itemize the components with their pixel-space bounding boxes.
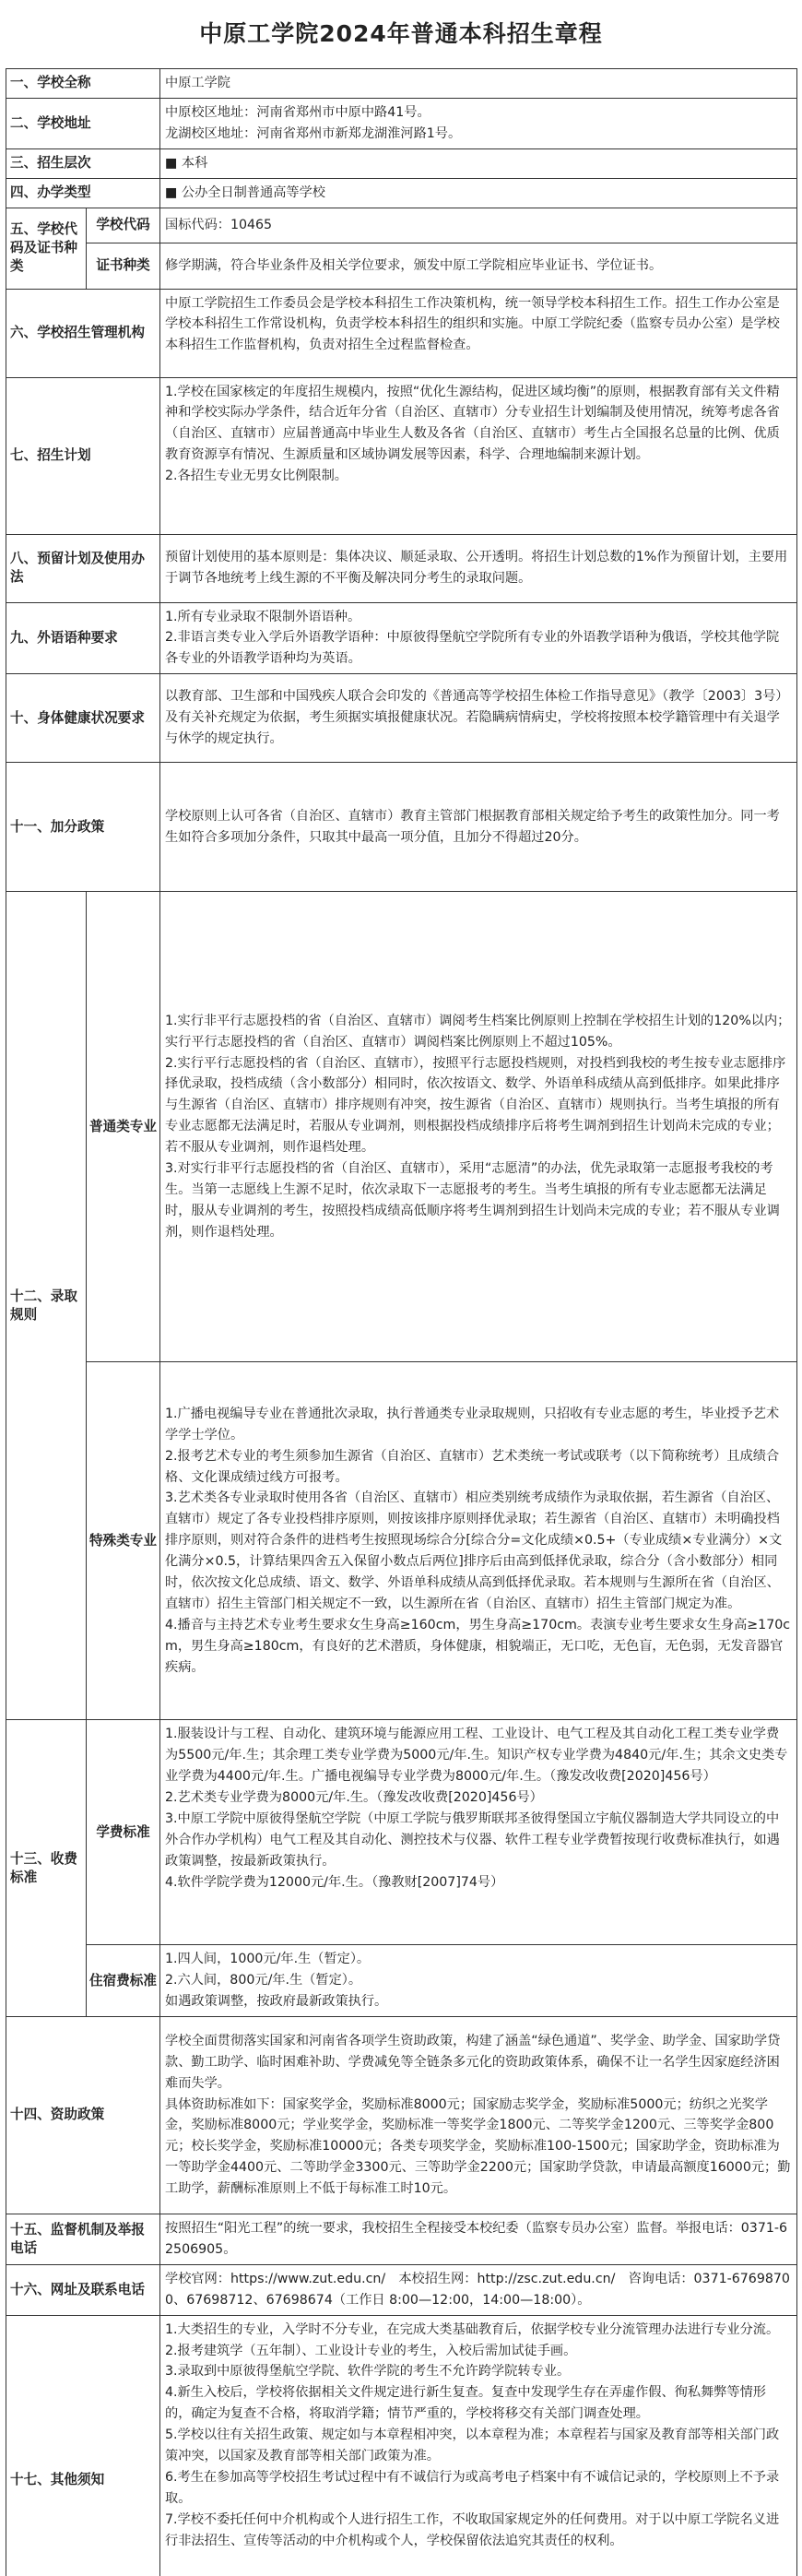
row-notes: [6, 2315, 797, 2576]
admissions-table: [6, 68, 797, 2576]
special-rule-line: 4.播音与主持艺术专业考生要求女生身高≥160cm，男生身高≥170cm。表演专业考生要求女生身高≥170cm，男生身高≥180cm，有良好的艺术潜质，身体健康，相貌端正，无口吃，无色盲，无色弱，无发音器官疾病。: [165, 1617, 791, 1675]
value-admission-general: [160, 892, 797, 1362]
page-title: 中原工学院2024年普通本科招生章程: [199, 20, 603, 47]
row-tuition: [6, 1720, 797, 1945]
note-line: 6.考生在参加高等学校招生考试过程中有不诚信行为或高考电子档案中有不诚信记录的，学校原则上不予录取。: [165, 2469, 780, 2506]
special-rule-line: 1.广播电视编导专业在普通批次录取，执行普通类专业录取规则，只招收有专业志愿的考生，毕业授予艺术学学士学位。: [165, 1406, 780, 1442]
general-rule-line: 1.实行非平行志愿投档的省（自治区、直辖市）调阅考生档案比例原则上控制在学校招生计划的120%以内；实行平行志愿投档的省（自治区、直辖市）调阅档案比例原则上不超过105%。: [165, 1013, 791, 1050]
value-address: [160, 98, 797, 148]
value-code: 国标代码：10465: [160, 208, 797, 243]
label-level: 三、招生层次: [6, 148, 160, 178]
tuition-line: 1.服装设计与工程、自动化、建筑环境与能源应用工程、工业设计、电气工程及其自动化工程工类专业学费为5500元/年.生；其余理工类专业学费为5000元/年.生。知识产权专业学费为4840元/年.生；其余文史类专业学费为4400元/年.生。广播电视编导专业学费为8000元/年.生。（豫发改收费[2020]456号）: [165, 1727, 788, 1785]
value-tuition: [160, 1720, 797, 1945]
general-rule-line: 3.对实行非平行志愿投档的省（自治区、直辖市），采用“志愿清”的办法，优先录取第一志愿报考我校的考生。当第一志愿线上生源不足时，依次录取下一志愿报考的考生。当考生填报的所有专业志愿都无法满足时，服从专业调剂的考生，按照投档成绩高低顺序将考生调剂到招生计划尚未完成的专业；若不服从专业调剂，则作退档处理。: [165, 1161, 780, 1240]
tuition-line: 4.软件学院学费为12000元/年.生。（豫教财[2007]74号）: [165, 1874, 504, 1890]
row-address: [6, 98, 797, 148]
row-certificate: [6, 243, 797, 289]
value-school-name: 中原工学院: [160, 69, 797, 99]
row-dorm: [6, 1945, 797, 2017]
note-line: 5.学校以往有关招生政策、规定如与本章程相冲突，以本章程为准；本章程若与国家及教育部等相关部门政策冲突，以国家及教育部等相关部门政策为准。: [165, 2428, 780, 2464]
aid-line: 具体资助标准如下：国家奖学金，奖励标准8000元；国家励志奖学金，奖励标准5000元；纺织之光奖学金，奖励标准8000元；学业奖学金，奖励标准一等奖学金1800元、二等奖学金1200元、三等奖学金800元；校长奖学金，奖励标准10000元；各类专项奖学金，奖励标准100-1500元；国家助学金，资助标准为一等助学金4400元、二等助学金3300元、三等助学金2200元；国家助学贷款，申请最高额度16000元；勤工助学，薪酬标准原则上不低于每标准工时10元。: [165, 2096, 791, 2197]
language-line: 1.所有专业录取不限制外语语种。: [165, 609, 361, 624]
value-language: [160, 602, 797, 674]
label-health: 十、身体健康状况要求: [6, 674, 160, 763]
row-plan: [6, 377, 797, 534]
row-school-name: [6, 69, 797, 99]
sub-label-tuition: 学费标准: [87, 1720, 160, 1945]
row-aid: [6, 2016, 797, 2214]
note-line: 3.录取到中原彼得堡航空学院、软件学院的考生不允许跨学院转专业。: [165, 2364, 571, 2380]
label-management: 六、学校招生管理机构: [6, 289, 160, 377]
aid-line: 学校全面贯彻落实国家和河南省各项学生资助政策，构建了涵盖“绿色通道”、奖学金、助学金、国家助学贷款、勤工助学、临时困难补助、学费减免等全链条多元化的资助政策体系，确保不让一名学生因家庭经济困难而失学。: [165, 2033, 781, 2091]
language-line: 2.非语言类专业入学后外语教学语种：中原彼得堡航空学院所有专业的外语教学语种为俄语，学校其他学院各专业的外语教学语种均为英语。: [165, 630, 780, 667]
note-line: 7.学校不委托任何中介机构或个人进行招生工作，不收取国家规定外的任何费用。对于以中原工学院名义进行非法招生、宣传等活动的中介机构或个人，学校保留依法追究其责任的权利。: [165, 2511, 780, 2548]
address-line: 中原校区地址：河南省郑州市中原中路41号。: [165, 104, 430, 120]
value-type: ■ 公办全日制普通高等学校: [160, 178, 797, 208]
label-school-name: 一、学校全称: [6, 69, 160, 99]
note-line: 4.新生入校后，学校将依据相关文件规定进行新生复查。复查中发现学生存在弄虚作假、徇私舞弊等情形的，确定为复查不合格，将取消学籍；情节严重的，学校将移交有关部门调查处理。: [165, 2385, 766, 2422]
value-health: 以教育部、卫生部和中国残疾人联合会印发的《普通高等学校招生体检工作指导意见》（教学〔2003〕3号）及有关补充规定为依据，考生须据实填报健康状况。若隐瞒病情病史，学校将按照本校学籍管理中有关退学与休学的规定执行。: [160, 674, 797, 763]
row-type: [6, 178, 797, 208]
label-bonus: 十一、加分政策: [6, 763, 160, 892]
label-reserve: 八、预留计划及使用办法: [6, 534, 160, 602]
label-supervision: 十五、监督机制及举报电话: [6, 2214, 160, 2264]
value-reserve: 预留计划使用的基本原则是：集体决议、顺延录取、公开透明。将招生计划总数的1%作为预留计划，主要用于调节各地统考上线生源的不平衡及解决同分考生的录取问题。: [160, 534, 797, 602]
tuition-line: 3.中原工学院中原彼得堡航空学院（中原工学院与俄罗斯联邦圣彼得堡国立宇航仪器制造大学共同设立的中外合作办学机构）电气工程及其自动化、测控技术与仪器、软件工程专业学费暂按现行收费标准执行，如遇政策调整，按最新政策执行。: [165, 1810, 780, 1869]
value-contact: 学校官网：https://www.zut.edu.cn/ 本校招生网：http://zsc.zut.edu.cn/ 咨询电话：0371-67698700、67698712、67698674（工作日 8:00—12:00，14:00—18:00）。: [160, 2264, 797, 2315]
label-aid: 十四、资助政策: [6, 2016, 160, 2214]
row-health: [6, 674, 797, 763]
row-language: [6, 602, 797, 674]
sub-label-general: 普通类专业: [87, 892, 160, 1362]
label-contact: 十六、网址及联系电话: [6, 2264, 160, 2315]
label-language: 九、外语语种要求: [6, 602, 160, 674]
value-plan: [160, 377, 797, 534]
row-bonus: [6, 763, 797, 892]
row-reserve: [6, 534, 797, 602]
row-level: [6, 148, 797, 178]
label-fees: 十三、收费标准: [6, 1720, 87, 2017]
dorm-line: 2.六人间，800元/年.生（暂定）。: [165, 1973, 362, 1988]
note-line: 2.报考建筑学（五年制）、工业设计专业的考生，入校后需加试徒手画。: [165, 2343, 577, 2358]
label-admission: 十二、录取规则: [6, 892, 87, 1720]
plan-line: 1.学校在国家核定的年度招生规模内，按照“优化生源结构，促进区域均衡”的原则，根据教育部有关文件精神和学校实际办学条件，结合近年分省（自治区、直辖市）分专业招生计划编制及使用情况，统筹考虑各省（自治区、直辖市）应届普通高中毕业生人数及各省（自治区、直辖市）考生占全国报名总量的比例、优质教育资源享有情况、生源质量和区域协调发展等因素，科学、合理地编制来源计划。: [165, 384, 780, 463]
special-rule-line: 3.艺术类各专业录取时使用各省（自治区、直辖市）相应类别统考成绩作为录取依据，若生源省（自治区、直辖市）规定了各专业投档排序原则，则按该排序原则择优录取；若生源省（自治区、直辖市）未明确投档排序原则，则对符合条件的进档考生按照现场综合分[综合分=文化成绩×0.5+（专业成绩×专业满分）×文化满分×0.5，计算结果四舍五入保留小数点后两位]排序后由高到低择优录取，综合分（含小数部分）相同时，依次按文化总成绩、语文、数学、外语单科成绩从高到低择优录取。若本规则与生源所在省（自治区、直辖市）招生主管部门相关规定不一致，以生源所在省（自治区、直辖市）招生主管部门规定为准。: [165, 1490, 783, 1612]
value-management: 中原工学院招生工作委员会是学校本科招生工作决策机构，统一领导学校本科招生工作。招生工作办公室是学校本科招生工作常设机构，负责学校本科招生的组织和实施。中原工学院纪委（监察专员办公室）是学校本科招生工作监督机构，负责对招生全过程监督检查。: [160, 289, 797, 377]
row-management: [6, 289, 797, 377]
value-certificate: 修学期满，符合毕业条件及相关学位要求，颁发中原工学院相应毕业证书、学位证书。: [160, 243, 797, 289]
sub-label-special: 特殊类专业: [87, 1362, 160, 1720]
dorm-line: 如遇政策调整，按政府最新政策执行。: [165, 1994, 388, 2010]
sub-label-dorm: 住宿费标准: [87, 1945, 160, 2017]
value-supervision: 按照招生“阳光工程”的统一要求，我校招生全程接受本校纪委（监察专员办公室）监督。举报电话：0371-62506905。: [160, 2214, 797, 2264]
row-contact: [6, 2264, 797, 2315]
value-bonus: 学校原则上认可各省（自治区、直辖市）教育主管部门根据教育部相关规定给予考生的政策性加分。同一考生如符合多项加分条件，只取其中最高一项分值，且加分不得超过20分。: [160, 763, 797, 892]
row-admission-special: [6, 1362, 797, 1720]
value-aid: [160, 2016, 797, 2214]
special-rule-line: 2.报考艺术专业的考生须参加生源省（自治区、直辖市）艺术类统一考试或联考（以下简称统考）且成绩合格、文化课成绩过线方可报考。: [165, 1448, 780, 1485]
value-notes: [160, 2315, 797, 2576]
sub-label-code: 学校代码: [87, 208, 160, 243]
tuition-line: 2.艺术类专业学费为8000元/年.生。（豫发改收费[2020]456号）: [165, 1789, 543, 1805]
label-type: 四、办学类型: [6, 178, 160, 208]
value-dorm: [160, 1945, 797, 2017]
value-level: ■ 本科: [160, 148, 797, 178]
dorm-line: 1.四人间，1000元/年.生（暂定）。: [165, 1952, 371, 1967]
sub-label-certificate: 证书种类: [87, 243, 160, 289]
plan-line: 2.各招生专业无男女比例限制。: [165, 469, 348, 484]
label-code: 五、学校代码及证书种类: [6, 208, 87, 289]
label-address: 二、学校地址: [6, 98, 160, 148]
general-rule-line: 2.实行平行志愿投档的省（自治区、直辖市），按照平行志愿投档规则，对投档到我校的考生按专业志愿排序择优录取，投档成绩（含小数部分）相同时，依次按语文、数学、外语单科成绩从高到低排序。如果此排序与生源省（自治区、直辖市）排序规则有冲突，按生源省（自治区、直辖市）规则执行。当考生填报的所有专业志愿都无法满足时，若服从专业调剂，则根据投档成绩排序后将考生调剂到招生计划尚未完成的专业；若不服从专业调剂，则作退档处理。: [165, 1055, 786, 1156]
address-line: 龙湖校区地址：河南省郑州市新郑龙湖淮河路1号。: [165, 125, 462, 141]
label-notes: 十七、其他须知: [6, 2315, 160, 2576]
row-admission-general: [6, 892, 797, 1362]
row-supervision: [6, 2214, 797, 2264]
row-code: [6, 208, 797, 243]
value-admission-special: [160, 1362, 797, 1720]
note-line: 1.大类招生的专业，入学时不分专业，在完成大类基础教育后，依据学校专业分流管理办法进行专业分流。: [165, 2321, 780, 2337]
label-plan: 七、招生计划: [6, 377, 160, 534]
